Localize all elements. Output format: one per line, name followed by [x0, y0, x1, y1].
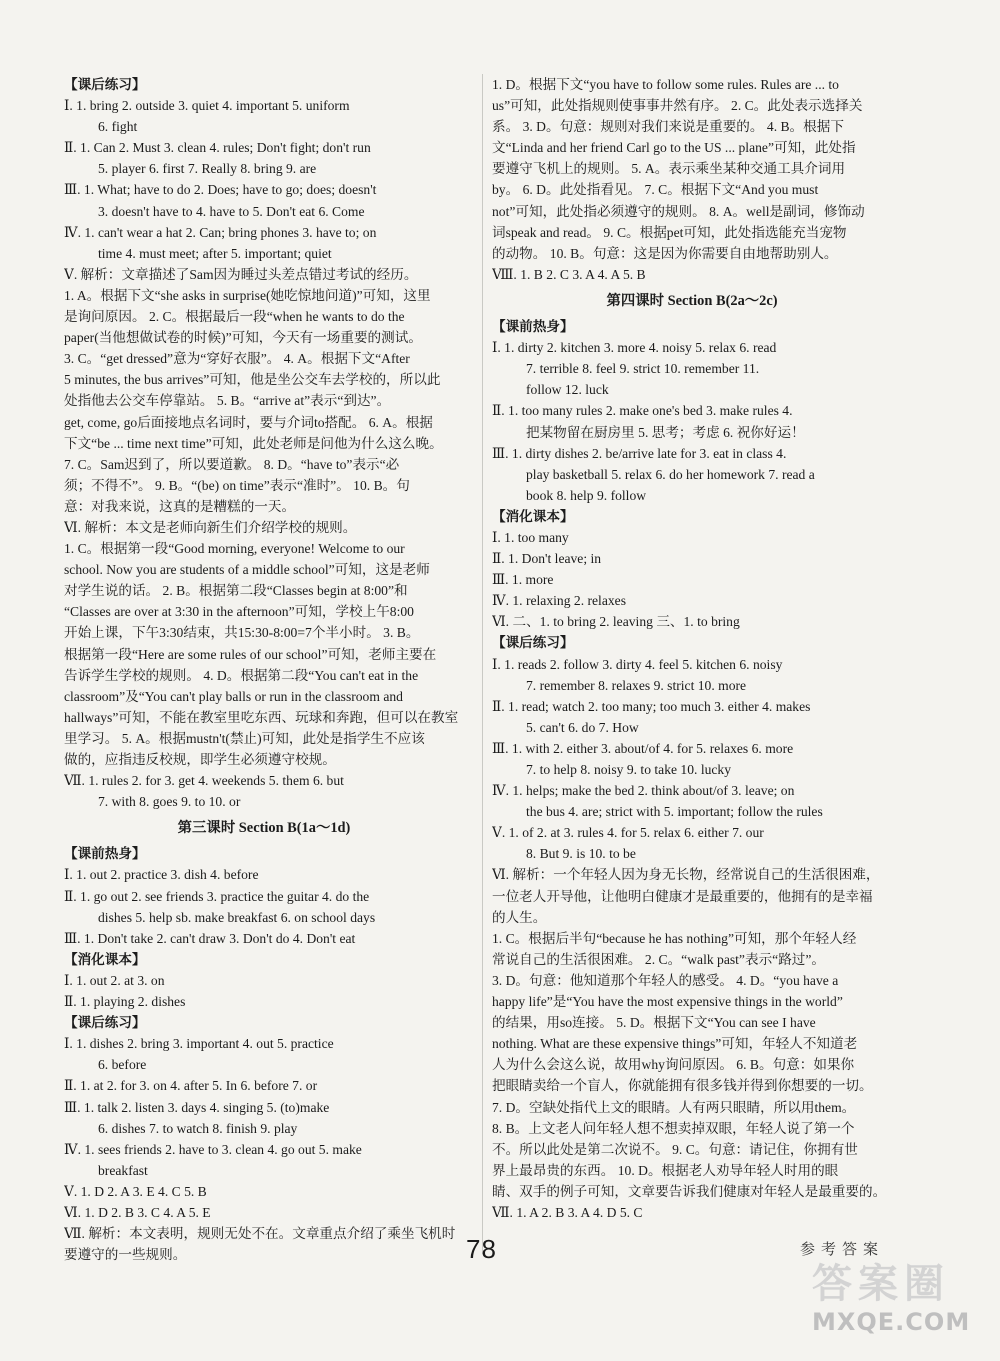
answer-line: 3. C。“get dressed”意为“穿好衣服”。 4. A。根据下文“After	[64, 351, 410, 367]
answer-line: paper(当他想做试卷的时候)”可知，今天有一场重要的测试。	[64, 330, 422, 346]
answer-line: Ⅱ. 1. at 2. for 3. on 4. after 5. In 6. before 7. or	[64, 1078, 318, 1094]
answer-line: Ⅰ. 1. out 2. at 3. on	[64, 972, 165, 988]
answer-line: 是询问原因。 2. C。根据最后一段“when he wants to do the	[64, 309, 405, 325]
footer-label: 参考答案	[800, 1240, 885, 1258]
answer-line: 7. with 8. goes 9. to 10. or	[98, 794, 241, 810]
answer-line: 里学习。 5. A。根据mustn't(禁止)可知，此处是指学生不应该	[64, 730, 425, 746]
answer-line: Ⅰ. 1. bring 2. outside 3. quiet 4. important 5. uniform	[64, 98, 350, 114]
answer-line: Ⅵ. 1. D 2. B 3. C 4. A 5. E	[64, 1204, 211, 1220]
answer-line: 做的，应指违反校规，即学生必须遵守校规。	[64, 752, 336, 767]
answer-line: Ⅴ. 1. D 2. A 3. E 4. C 5. B	[64, 1183, 207, 1199]
section-header: 【课后练习】	[64, 77, 146, 92]
answer-line: follow 12. luck	[526, 382, 609, 398]
answer-line: 1. D。根据下文“you have to follow some rules. Rules are ... to	[492, 77, 839, 92]
answer-line: Ⅶ. 1. A 2. B 3. A 4. D 5. C	[492, 1204, 643, 1220]
column-divider	[482, 74, 483, 1254]
answer-line: 5 minutes, the bus arrives”可知，他是坐公交车去学校的，所以此	[64, 372, 441, 388]
answer-line: 的动物。 10. B。句意：这是因为你需要自由地帮助别人。	[492, 245, 838, 261]
lesson-title: 第三课时 Section B(1a～1d)	[177, 820, 351, 837]
answer-line: 意：对我来说，这真的是糟糕的一天。	[64, 498, 296, 514]
answer-line: happy life”是“You have the most expensive things in the world”	[492, 994, 843, 1010]
answer-line: 不。所以此处是第二次说不。 9. C。句意：请记住，你拥有世	[492, 1141, 858, 1157]
answer-line: breakfast	[98, 1162, 148, 1178]
answer-line: Ⅱ. 1. playing 2. dishes	[64, 994, 186, 1010]
answer-line: 要遵守的一些规则。	[64, 1247, 187, 1263]
page-number: 78	[466, 1234, 497, 1264]
answer-line: 7. C。Sam迟到了，所以要道歉。 8. D。“have to”表示“必	[64, 456, 400, 472]
answer-line: Ⅰ. 1. dishes 2. bring 3. important 4. out 5. practice	[64, 1036, 334, 1052]
answer-line: Ⅰ. 1. dirty 2. kitchen 3. more 4. noisy 5. relax 6. read	[492, 340, 777, 356]
answer-line: Ⅲ. 1. What; have to do 2. Does; have to go; does; doesn't	[64, 182, 377, 198]
answer-line: 7. D。空缺处指代上文的眼睛。人有两只眼睛，所以用them。	[492, 1099, 856, 1115]
answer-line: not”可知，此处指必须遵守的规则。 8. A。well是副词，修饰动	[492, 203, 865, 219]
answer-line: 对学生说的话。 2. B。根据第二段“Classes begin at 8:00”和	[64, 583, 408, 599]
answer-line: the bus 4. are; strict with 5. important; follow the rules	[526, 804, 823, 820]
answer-line: Ⅱ. 1. too many rules 2. make one's bed 3. make rules 4.	[492, 403, 793, 419]
answer-line: 7. remember 8. relaxes 9. strict 10. more	[526, 677, 747, 693]
answer-line: 7. terrible 8. feel 9. strict 10. remember 11.	[526, 361, 760, 377]
watermark-logo	[812, 1261, 988, 1356]
answer-line: Ⅲ. 1. with 2. either 3. about/of 4. for 5. relaxes 6. more	[492, 740, 794, 756]
section-header: 【课后练习】	[64, 1015, 146, 1031]
answer-line: 界上最昂贵的东西。 10. D。根据老人劝导年轻人时用的眼	[492, 1162, 839, 1178]
answer-line: 词speak and read。 9. C。根据pet可知，此处指选能充当宠物	[492, 224, 847, 240]
answer-line: Ⅱ. 1. read; watch 2. too many; too much 3. either 4. makes	[492, 698, 811, 714]
answer-line: 7. to help 8. noisy 9. to take 10. lucky	[526, 762, 732, 777]
answer-line: Ⅰ. 1. too many	[492, 529, 569, 545]
answer-line: Ⅳ. 1. sees friends 2. have to 3. clean 4. go out 5. make	[64, 1141, 362, 1157]
answer-line: 把某物留在厨房里 5. 思考；考虑 6. 祝你好运！	[526, 424, 805, 440]
answer-line: 6. before	[98, 1057, 147, 1073]
answer-line: Ⅱ. 1. Don't leave; in	[492, 551, 602, 567]
answer-line: 3. doesn't have to 4. have to 5. Don't eat 6. Come	[98, 203, 365, 219]
answer-line: 把眼睛卖给一个盲人，你就能拥有很多钱并得到你想要的一切。	[492, 1078, 873, 1094]
answer-line: 常说自己的生活很困难。 2. C。“walk past”表示“路过”。	[492, 951, 826, 967]
left-column	[64, 74, 464, 1265]
section-header: 【消化课本】	[64, 951, 146, 967]
section-header: 【课后练习】	[492, 635, 574, 651]
answer-line: 5. player 6. first 7. Really 8. bring 9. are	[98, 161, 317, 177]
answer-line: school. Now you are students of a middle school”可知，这是老师	[64, 562, 430, 578]
answer-line: classroom”及“You can't play balls or run in the classroom and	[64, 688, 403, 704]
answer-line: 的结果，用so连接。 5. D。根据下文“You can see I have	[492, 1015, 816, 1031]
watermark-url: MXQE.COM	[812, 1308, 971, 1336]
answer-line: “Classes are over at 3:30 in the afternoon”可知，学校上午8:00	[64, 604, 414, 620]
answer-line: play basketball 5. relax 6. do her homework 7. read a	[526, 466, 815, 482]
answer-line: Ⅶ. 1. rules 2. for 3. get 4. weekends 5. them 6. but	[64, 773, 344, 789]
section-header: 【课前热身】	[64, 846, 146, 862]
answer-line: 3. D。句意：他知道那个年轻人的感受。 4. D。“you have a	[492, 972, 839, 988]
answer-line: 1. C。根据第一段“Good morning, everyone! Welcome to our	[64, 541, 405, 557]
answer-line: Ⅱ. 1. go out 2. see friends 3. practice the guitar 4. do the	[64, 888, 370, 904]
answer-line: get, come, go后面接地点名词时，要与介词to搭配。 6. A。根据	[64, 414, 433, 430]
answer-line: Ⅴ. 1. of 2. at 3. rules 4. for 5. relax 6. either 7. our	[492, 825, 764, 841]
section-header: 【课前热身】	[492, 319, 574, 335]
answer-line: Ⅶ. 解析：本文表明，规则无处不在。文章重点介绍了乘坐飞机时	[64, 1226, 456, 1242]
answer-line: Ⅵ. 解析：一个年轻人因为身无长物，经常说自己的生活很困难，	[492, 867, 880, 883]
answer-line: Ⅲ. 1. more	[492, 572, 554, 588]
answer-line: 须；不得不”。 9. B。“(be) on time”表示“准时”。 10. B。句	[64, 477, 410, 493]
answer-line: Ⅰ. 1. reads 2. follow 3. dirty 4. feel 5. kitchen 6. noisy	[492, 656, 783, 672]
answer-line: 告诉学生学校的规则。 4. D。根据第二段“You can't eat in the	[64, 667, 419, 683]
answer-line: 6. fight	[98, 119, 138, 135]
answer-line: Ⅳ. 1. helps; make the bed 2. think about/of 3. leave; on	[492, 783, 795, 799]
watermark-title: 答案圈	[812, 1261, 950, 1307]
answer-line: Ⅲ. 1. dirty dishes 2. be/arrive late for 3. eat in class 4.	[492, 445, 787, 461]
lesson-title: 第四课时 Section B(2a～2c)	[606, 292, 778, 309]
answer-line: 的人生。	[492, 909, 547, 925]
answer-line: hallways”可知，不能在教室里吃东西、玩球和奔跑，但可以在教室	[64, 709, 459, 725]
answer-line: 一位老人开导他，让他明白健康才是最重要的，他拥有的是幸福	[492, 888, 873, 904]
answer-line: Ⅵ. 解析：本文是老师向新生们介绍学校的规则。	[64, 519, 357, 535]
section-header: 【消化课本】	[492, 508, 574, 524]
answer-line: by。 6. D。此处指看见。 7. C。根据下文“And you must	[492, 182, 819, 198]
answer-line: time 4. must meet; after 5. important; quiet	[98, 245, 332, 261]
answer-line: Ⅳ. 1. relaxing 2. relaxes	[492, 593, 626, 609]
right-column	[492, 74, 892, 1223]
answer-line: Ⅴ. 解析：文章描述了Sam因为睡过头差点错过考试的经历。	[64, 266, 418, 282]
answer-line: Ⅲ. 1. Don't take 2. can't draw 3. Don't do 4. Don't eat	[64, 930, 356, 946]
answer-line: Ⅵ. 二、1. to bring 2. leaving 三、1. to bring	[492, 614, 740, 630]
answer-line: Ⅷ. 1. B 2. C 3. A 4. A 5. B	[492, 266, 646, 282]
answer-line: dishes 5. help sb. make breakfast 6. on school days	[98, 909, 376, 925]
answer-line: Ⅱ. 1. Can 2. Must 3. clean 4. rules; Don't fight; don't run	[64, 140, 371, 156]
answer-line: 5. can't 6. do 7. How	[526, 719, 639, 735]
answer-line: 睛、双手的例子可知，文章要告诉我们健康对年轻人是最重要的。	[492, 1183, 887, 1199]
answer-line: 要遵守飞机上的规则。 5. A。表示乘坐某种交通工具介词用	[492, 161, 846, 177]
answer-line: 文“Linda and her friend Carl go to the US ... plane”可知，此处指	[492, 140, 856, 156]
answer-line: 开始上课，下午3:30结束，共15:30-8:00=7个半小时。 3. B。	[64, 625, 420, 641]
answer-line: 系。 3. D。句意：规则对我们来说是重要的。 4. B。根据下	[492, 119, 844, 135]
answer-line: 根据第一段“Here are some rules of our school”可知，老师主要在	[64, 646, 437, 662]
answer-line: Ⅰ. 1. out 2. practice 3. dish 4. before	[64, 867, 259, 883]
answer-line: us”可知，此处指规则使事事井然有序。 2. C。此处表示选择关	[492, 98, 863, 114]
answer-line: 1. A。根据下文“she asks in surprise(她吃惊地问道)”可知，这里	[64, 287, 431, 303]
answer-line: 6. dishes 7. to watch 8. finish 9. play	[98, 1120, 298, 1136]
answer-line: book 8. help 9. follow	[526, 487, 647, 503]
answer-line: Ⅲ. 1. talk 2. listen 3. days 4. singing 5. (to)make	[64, 1099, 330, 1115]
answer-line: nothing. What are these expensive things”可知，年轻人不知道老	[492, 1036, 858, 1052]
answer-line: Ⅳ. 1. can't wear a hat 2. Can; bring phones 3. have to; on	[64, 224, 377, 240]
answer-line: 8. But 9. is 10. to be	[526, 846, 636, 862]
answer-line: 下文“be ... time next time”可知，此处老师是问他为什么这么晚。	[64, 435, 443, 451]
answer-line: 处指他去公交车停靠站。 5. B。“arrive at”表示“到达”。	[64, 393, 391, 409]
answer-line: 人为什么会这么说，故用why询问原因。 6. B。句意：如果你	[492, 1057, 855, 1073]
answer-line: 8. B。上文老人问年轻人想不想卖掉双眼，年轻人说了第一个	[492, 1120, 855, 1136]
answer-line: 1. C。根据后半句“because he has nothing”可知，那个年轻人经	[492, 930, 857, 946]
